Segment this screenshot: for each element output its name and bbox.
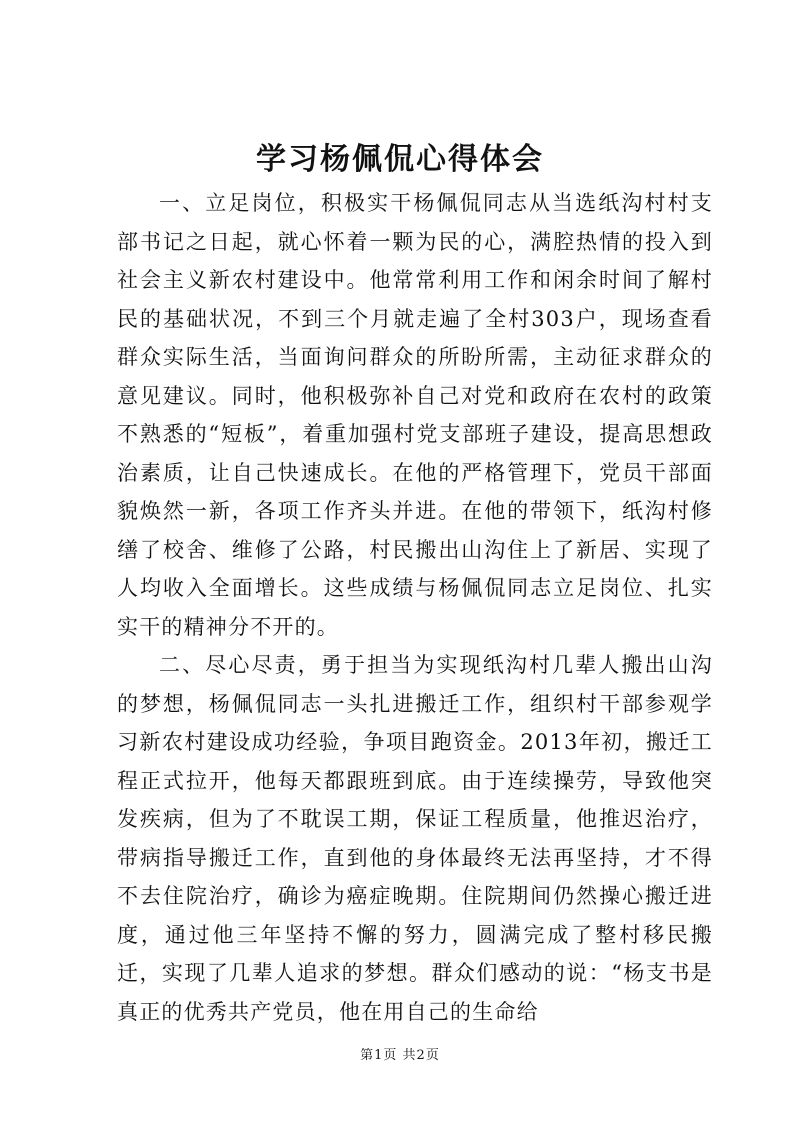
paragraph-2: 二、尽心尽责，勇于担当为实现纸沟村几辈人搬出山沟的梦想，杨佩侃同志一头扎进搬迁工作，组织村干部参观学习新农村建设成功经验，争项目跑资金。2013年初，搬迁工程正式拉开，他每天都跟班到底。由于连续操劳，导致他突发疾病，但为了不耽误工期，保证工程质量，他推迟治疗，带病指导搬迁工作，直到他的身体最终无法再坚持，才不得不去住院治疗，确诊为癌症晚期。住院期间仍然操心搬迁进度，通过他三年坚持不懈的努力，圆满完成了整村移民搬迁，实现了几辈人追求的梦想。群众们感动的说：“杨支书是真正的优秀共产党员，他在用自己的生命给 — [117, 653, 713, 1024]
document-body — [117, 184, 713, 1031]
page-title: 学习杨佩侃心得体会 — [256, 142, 544, 177]
page-footer: 第1页 共2页 — [360, 1048, 440, 1063]
paragraph-1: 一、立足岗位，积极实干杨佩侃同志从当选纸沟村村支部书记之日起，就心怀着一颗为民的心，满腔热情的投入到社会主义新农村建设中。他常常利用工作和闲余时间了解村民的基础状况，不到三个月就走遍了全村303户，现场查看群众实际生活，当面询问群众的所盼所需，主动征求群众的意见建议。同时，他积极弥补自己对党和政府在农村的政策不熟悉的“短板”，着重加强村党支部班子建设，提高思想政治素质，让自己快速成长。在他的严格管理下，党员干部面貌焕然一新，各项工作齐头并进。在他的带领下，纸沟村修缮了校舍、维修了公路，村民搬出山沟住上了新居、实现了人均收入全面增长。这些成绩与杨佩侃同志立足岗位、扎实实干的精神分不开的。 — [117, 191, 713, 639]
